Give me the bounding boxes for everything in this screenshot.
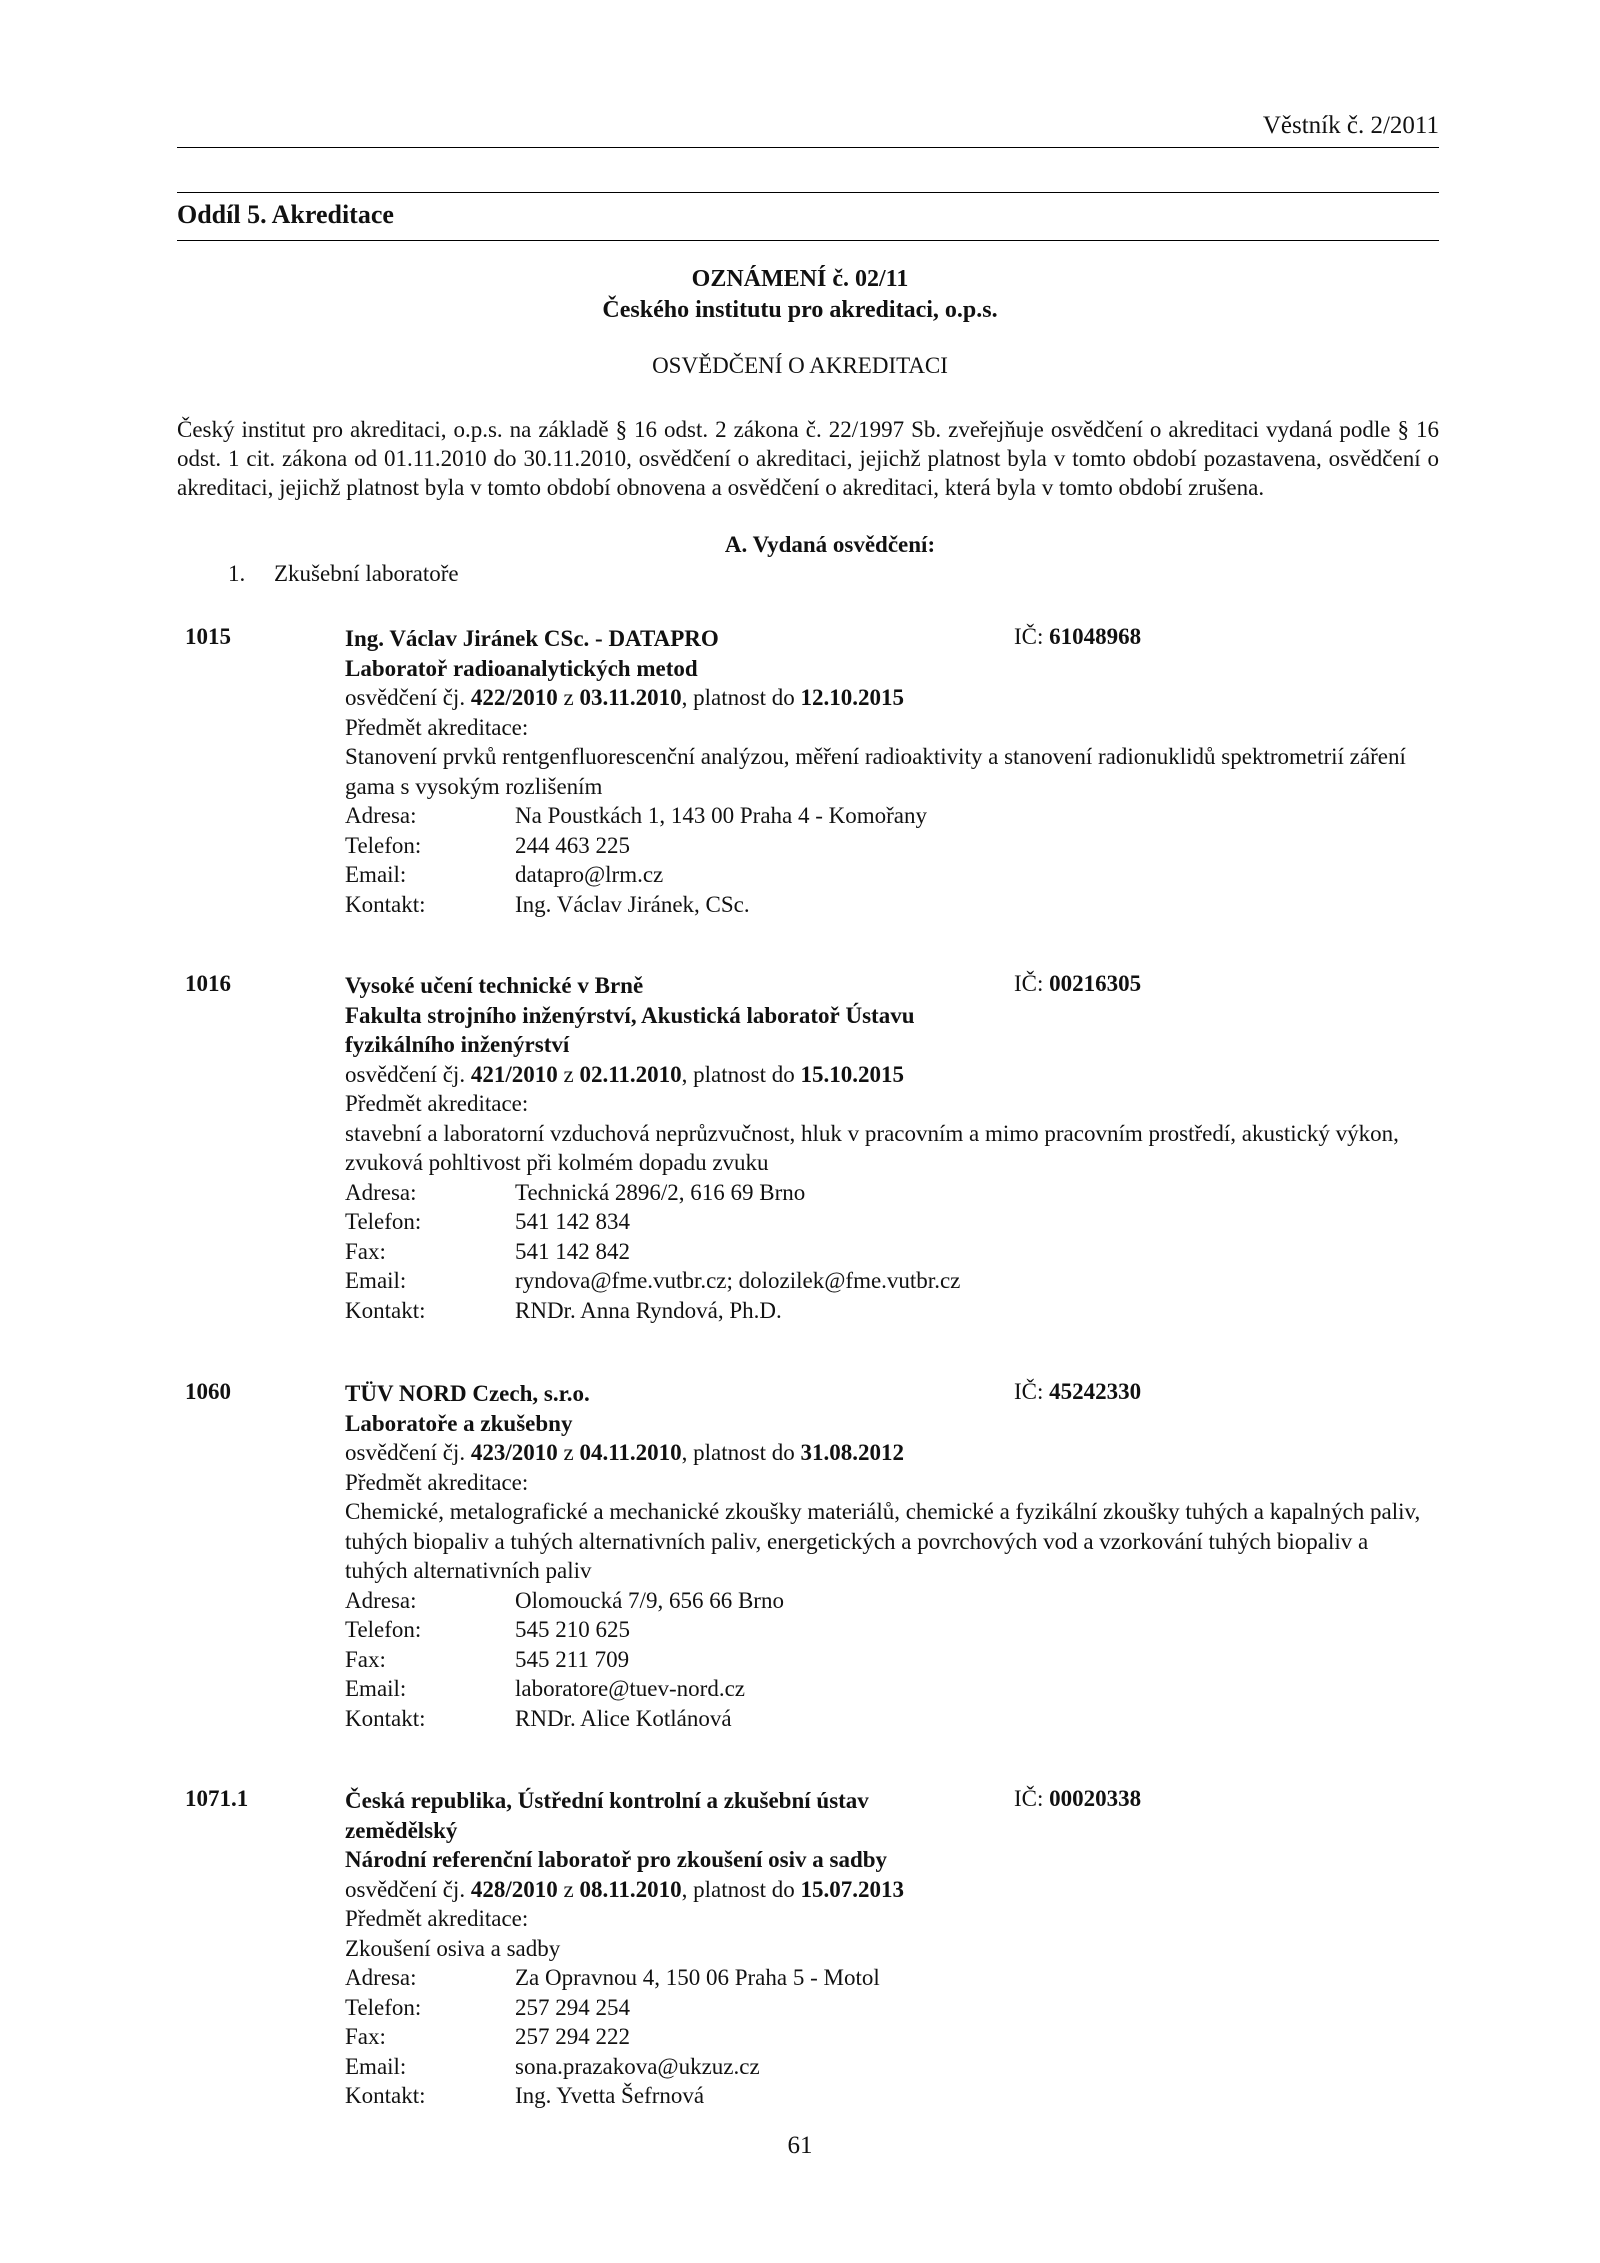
- entry-organization: Vysoké učení technické v Brně: [345, 973, 644, 998]
- entry-laboratory: Laboratoře a zkušebny: [345, 1410, 573, 1436]
- entry-subject: Zkoušení osiva a sadby: [345, 1935, 561, 1961]
- section-title: Oddíl 5. Akreditace: [177, 200, 394, 229]
- entry-contact: Kontakt: Ing. Yvetta Šefrnová: [345, 2083, 705, 2108]
- entry-organization: Ing. Václav Jiránek CSc. - DATAPRO: [345, 626, 719, 651]
- entry-subject: stavební a laboratorní vzduchová neprůzvučnost, hluk v pracovním a mimo pracovním prostředí, akustický výkon, zvuková pohltivost při kolmém dopadu zvuku: [345, 1120, 1399, 1175]
- entry-phone: Telefon: 545 210 625: [345, 1617, 630, 1642]
- entry-fax: Fax: 545 211 709: [345, 1646, 630, 1672]
- entry-phone: Telefon: 541 142 834: [345, 1209, 630, 1234]
- subsection-number: 1.: [228, 561, 246, 586]
- entry-number: 1015: [185, 624, 231, 649]
- entry-organization: TÜV NORD Czech, s.r.o.: [345, 1381, 590, 1406]
- entry-number: 1016: [185, 971, 231, 996]
- entry-address: Adresa: Technická 2896/2, 616 69 Brno: [345, 1179, 806, 1205]
- entry-email: Email: sona.prazakova@ukzuz.cz: [345, 2053, 760, 2079]
- entry-subject-label: Předmět akreditace:: [345, 714, 529, 740]
- entry-address: Adresa: Na Poustkách 1, 143 00 Praha 4 - Komořany: [345, 803, 928, 828]
- entry-subject: Chemické, metalografické a mechanické zkoušky materiálů, chemické a fyzikální zkoušky tuhých a kapalných paliv, tuhých biopaliv a tuhých alternativních paliv, energetických a povrchových vod a vzorkování tuhých biopaliv a tuhých alternativních paliv: [345, 1499, 1421, 1583]
- notice-intro: Český institut pro akreditaci, o.p.s. na základě § 16 odst. 2 zákona č. 22/1997 Sb. zveřejňuje osvědčení o akreditaci vydaná podle § 16 odst. 1 cit. zákona od 01.11.2010 do 30.11.2010, osvědčení o akreditaci, jejichž platnost byla v tomto období pozastavena, osvědčení o akreditaci, jejichž platnost byla v tomto období obnovena a osvědčení o akreditaci, která byla v tomto období zrušena.: [177, 417, 1439, 500]
- entry-address: Adresa: Olomoucká 7/9, 656 66 Brno: [345, 1587, 784, 1613]
- entry-phone: Telefon: 244 463 225: [345, 832, 630, 858]
- entry-contact: Kontakt: RNDr. Alice Kotlánová: [345, 1705, 732, 1731]
- notice-issuer: Českého institutu pro akreditaci, o.p.s.: [602, 297, 998, 323]
- entry-phone: Telefon: 257 294 254: [345, 1994, 630, 2020]
- entry-ic: IČ: 45242330: [1014, 1379, 1142, 1404]
- entry-address: Adresa: Za Opravnou 4, 150 06 Praha 5 - Motol: [345, 1965, 880, 1990]
- section-rule-bottom: [177, 240, 1439, 241]
- entry-certificate: osvědčení čj. 428/2010 z 08.11.2010, platnost do 15.07.2013: [345, 1876, 905, 1902]
- entry-number: 1060: [185, 1379, 231, 1404]
- entry-subject-label: Předmět akreditace:: [345, 1469, 529, 1495]
- entry-ic: IČ: 00020338: [1014, 1786, 1142, 1811]
- entry-organization: Česká republika, Ústřední kontrolní a zkušební ústav zemědělský: [345, 1788, 869, 1843]
- entry-fax: Fax: 257 294 222: [345, 2024, 630, 2049]
- entry-subject: Stanovení prvků rentgenfluorescenční analýzou, měření radioaktivity a stanovení radionuklidů spektrometrií záření gama s vysokým rozlišením: [345, 744, 1406, 799]
- page-number: 61: [787, 2132, 813, 2159]
- header-rule: [177, 147, 1439, 148]
- part-heading: A. Vydaná osvědčení:: [724, 532, 936, 557]
- entry-certificate: osvědčení čj. 421/2010 z 02.11.2010, platnost do 15.10.2015: [345, 1061, 905, 1087]
- entry-contact: Kontakt: RNDr. Anna Ryndová, Ph.D.: [345, 1297, 782, 1323]
- running-head: Věstník č. 2/2011: [1262, 112, 1439, 139]
- entry-laboratory: Laboratoř radioanalytických metod: [345, 655, 698, 681]
- entry-ic: IČ: 00216305: [1014, 971, 1142, 996]
- entry-subject-label: Předmět akreditace:: [345, 1906, 529, 1931]
- entry-email: Email: laboratore@tuev-nord.cz: [345, 1676, 745, 1701]
- entry-fax: Fax: 541 142 842: [345, 1238, 630, 1264]
- entry-ic: IČ: 61048968: [1014, 624, 1142, 649]
- entry-email: Email: ryndova@fme.vutbr.cz; dolozilek@fme.vutbr.cz: [345, 1268, 961, 1293]
- entry-number: 1071.1: [185, 1786, 249, 1811]
- entry-laboratory: Fakulta strojního inženýrství, Akustická laboratoř Ústavu fyzikálního inženýrství: [345, 1002, 915, 1057]
- entry-certificate: osvědčení čj. 423/2010 z 04.11.2010, platnost do 31.08.2012: [345, 1440, 905, 1465]
- entry-email: Email: datapro@lrm.cz: [345, 862, 664, 887]
- section-rule-top: [177, 192, 1439, 193]
- subsection-title: Zkušební laboratoře: [274, 561, 459, 586]
- entry-laboratory: Národní referenční laboratoř pro zkoušení osiv a sadby: [345, 1847, 888, 1872]
- notice-title: OZNÁMENÍ č. 02/11: [691, 266, 909, 292]
- entry-subject-label: Předmět akreditace:: [345, 1091, 529, 1116]
- notice-subtitle: OSVĚDČENÍ O AKREDITACI: [652, 353, 948, 378]
- entry-contact: Kontakt: Ing. Václav Jiránek, CSc.: [345, 891, 750, 917]
- entry-certificate: osvědčení čj. 422/2010 z 03.11.2010, platnost do 12.10.2015: [345, 685, 905, 710]
